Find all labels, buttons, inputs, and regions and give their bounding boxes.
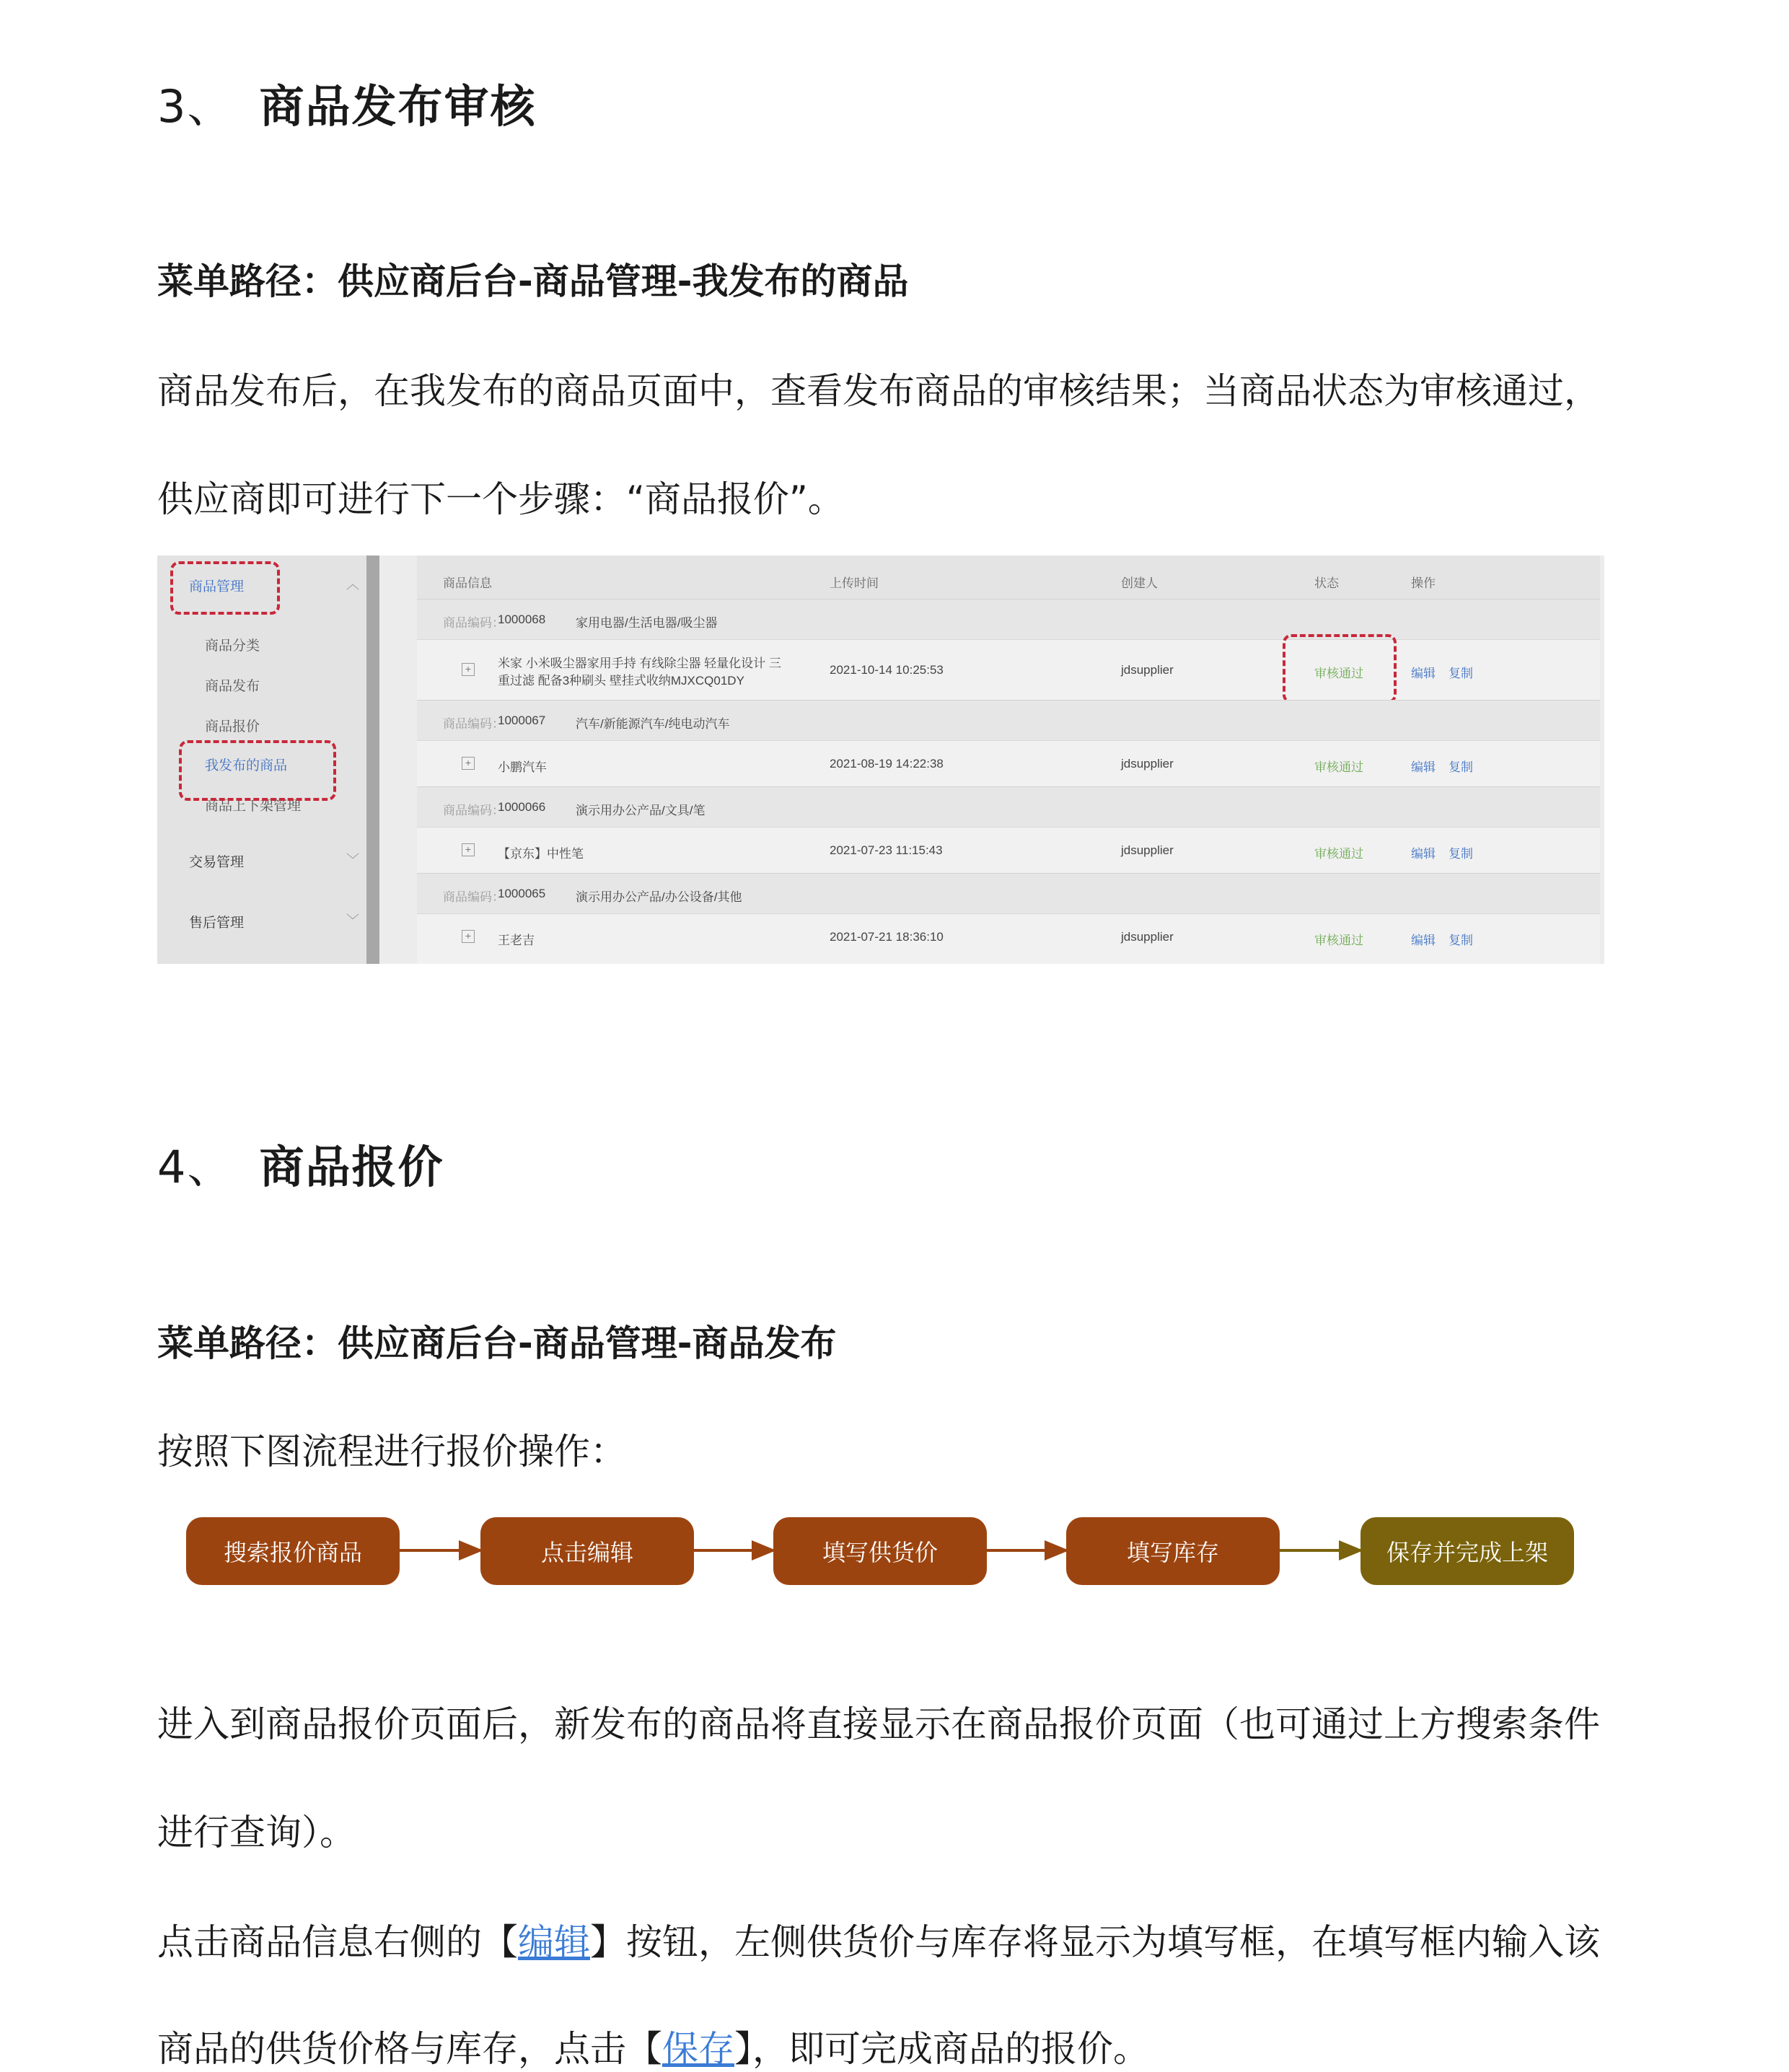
goods-name: 王老吉 (498, 934, 535, 947)
edit-link[interactable]: 编辑 (1411, 934, 1436, 947)
column-status: 状态 (1314, 576, 1339, 590)
goods-category: 家用电器/生活电器/吸尘器 (576, 616, 718, 630)
expand-icon[interactable]: + (462, 930, 475, 943)
creator: jdsupplier (1121, 663, 1174, 677)
table-header (417, 556, 1600, 599)
code-label: 商品编码： (443, 890, 504, 904)
column-upload-time: 上传时间 (830, 576, 879, 590)
goods-name: 米家 小米吸尘器家用手持 有线除尘器 轻量化设计 三 (498, 657, 781, 670)
section-3-paragraph-line-1: 商品发布后，在我发布的商品页面中，查看发布商品的审核结果；当商品状态为审核通过， (157, 370, 1600, 412)
column-goods-info: 商品信息 (443, 576, 492, 590)
sidebar-group-goods: 商品管理 (189, 579, 245, 594)
status-badge: 审核通过 (1314, 847, 1363, 861)
section-4-intro: 按照下图流程进行报价操作： (157, 1431, 626, 1472)
section-3-menu-path: 菜单路径：供应商后台-商品管理-我发布的商品 (157, 260, 909, 302)
goods-category: 演示用办公产品/文具/笔 (576, 804, 706, 817)
status-badge: 审核通过 (1314, 934, 1363, 947)
section-3-heading (157, 71, 536, 135)
creator: jdsupplier (1121, 930, 1174, 944)
arrow-right-icon (694, 1549, 773, 1552)
upload-time: 2021-07-21 18:36:10 (830, 930, 944, 944)
code-label: 商品编码： (443, 717, 504, 731)
text-segment: 】，即可完成商品的报价。 (734, 2028, 1149, 2070)
sidebar-group-aftersale: 售后管理 (189, 916, 245, 931)
goods-code: 1000068 (498, 613, 546, 626)
table-row-code (417, 873, 1600, 914)
chevron-down-icon: ﹀ (346, 853, 359, 867)
flow-step-stock: 填写库存 (1066, 1517, 1280, 1585)
column-creator: 创建人 (1121, 576, 1158, 590)
goods-table (417, 556, 1600, 964)
goods-code: 1000065 (498, 887, 546, 900)
copy-link[interactable]: 复制 (1449, 760, 1473, 774)
arrow-right-icon (987, 1549, 1066, 1552)
goods-category: 汽车/新能源汽车/纯电动汽车 (576, 717, 730, 731)
code-label: 商品编码： (443, 616, 504, 630)
creator: jdsupplier (1121, 843, 1174, 857)
flow-step-save-publish: 保存并完成上架 (1361, 1517, 1574, 1585)
copy-link[interactable]: 复制 (1449, 934, 1473, 947)
goods-name: 【京东】中性笔 (498, 847, 584, 861)
section-4-number: 4、 (157, 1141, 234, 1193)
section-4-paragraph-line-3 (157, 1913, 1600, 1965)
text-segment: 点击商品信息右侧的【 (157, 1921, 518, 1963)
section-4-heading (157, 1131, 444, 1195)
sidebar-group-trade: 交易管理 (189, 855, 245, 870)
quote-process-flow (157, 1515, 1604, 1587)
copy-link[interactable]: 复制 (1449, 667, 1473, 680)
code-label: 商品编码： (443, 804, 504, 817)
status-badge: 审核通过 (1314, 760, 1363, 774)
save-link[interactable]: 保存 (662, 2028, 734, 2070)
section-3-number: 3、 (157, 80, 234, 133)
edit-link[interactable]: 编辑 (518, 1921, 590, 1963)
flow-step-edit: 点击编辑 (480, 1517, 694, 1585)
table-row (417, 913, 1600, 964)
copy-link[interactable]: 复制 (1449, 847, 1473, 861)
arrow-right-icon (1280, 1549, 1361, 1552)
upload-time: 2021-07-23 11:15:43 (830, 843, 943, 857)
text-segment: 】按钮，左侧供货价与库存将显示为填写框，在填写框内输入该 (590, 1921, 1600, 1963)
column-operation: 操作 (1411, 576, 1436, 590)
sidebar-item-my-published: 我发布的商品 (205, 758, 288, 773)
table-row (417, 827, 1600, 874)
edit-link[interactable]: 编辑 (1411, 667, 1436, 680)
text-segment: 商品的供货价格与库存，点击【 (157, 2028, 662, 2070)
section-4-menu-path: 菜单路径：供应商后台-商品管理-商品发布 (157, 1322, 837, 1364)
edit-link[interactable]: 编辑 (1411, 760, 1436, 774)
upload-time: 2021-08-19 14:22:38 (830, 757, 944, 771)
section-3-paragraph-line-2: 供应商即可进行下一个步骤：“商品报价”。 (157, 478, 844, 520)
section-4-paragraph-line-2: 进行查询）。 (157, 1812, 356, 1853)
creator: jdsupplier (1121, 757, 1174, 771)
section-4-paragraph-line-1: 进入到商品报价页面后，新发布的商品将直接显示在商品报价页面（也可通过上方搜索条件 (157, 1703, 1600, 1745)
table-row (417, 740, 1600, 787)
expand-icon[interactable]: + (462, 663, 475, 676)
expand-icon[interactable]: + (462, 757, 475, 770)
highlight-status-approved (1283, 634, 1397, 703)
highlight-goods-management (170, 561, 280, 615)
flow-step-supply-price: 填写供货价 (773, 1517, 987, 1585)
edit-link[interactable]: 编辑 (1411, 847, 1436, 861)
sidebar-item-shelf-management: 商品上下架管理 (205, 799, 302, 814)
goods-code: 1000066 (498, 800, 546, 814)
upload-time: 2021-10-14 10:25:53 (830, 663, 944, 677)
sidebar-item-quote: 商品报价 (205, 719, 260, 734)
status-badge: 审核通过 (1314, 667, 1363, 680)
arrow-right-icon (400, 1549, 480, 1552)
goods-name-line-2: 重过滤 配备3种刷头 壁挂式收纳MJXCQ01DY (498, 674, 744, 688)
screenshot-sidebar (157, 556, 366, 964)
sidebar-item-publish: 商品发布 (205, 679, 260, 694)
sidebar-scrollbar (366, 556, 379, 964)
table-row-code (417, 700, 1600, 741)
expand-icon[interactable]: + (462, 843, 475, 856)
chevron-down-icon: ﹀ (346, 913, 359, 928)
flow-step-search: 搜索报价商品 (186, 1517, 400, 1585)
sidebar-item-category: 商品分类 (205, 638, 260, 654)
goods-code: 1000067 (498, 714, 546, 727)
goods-category: 演示用办公产品/办公设备/其他 (576, 890, 742, 904)
chevron-up-icon: ︿ (346, 577, 359, 592)
section-3-title: 商品发布审核 (259, 80, 537, 133)
goods-name: 小鹏汽车 (498, 760, 547, 774)
my-published-goods-screenshot (157, 556, 1604, 964)
section-4-title: 商品报价 (259, 1141, 444, 1193)
highlight-my-published (179, 740, 336, 801)
table-row (417, 639, 1600, 701)
table-row-code (417, 786, 1600, 828)
table-row-code (417, 599, 1600, 640)
section-4-paragraph-line-4 (157, 2020, 1149, 2072)
